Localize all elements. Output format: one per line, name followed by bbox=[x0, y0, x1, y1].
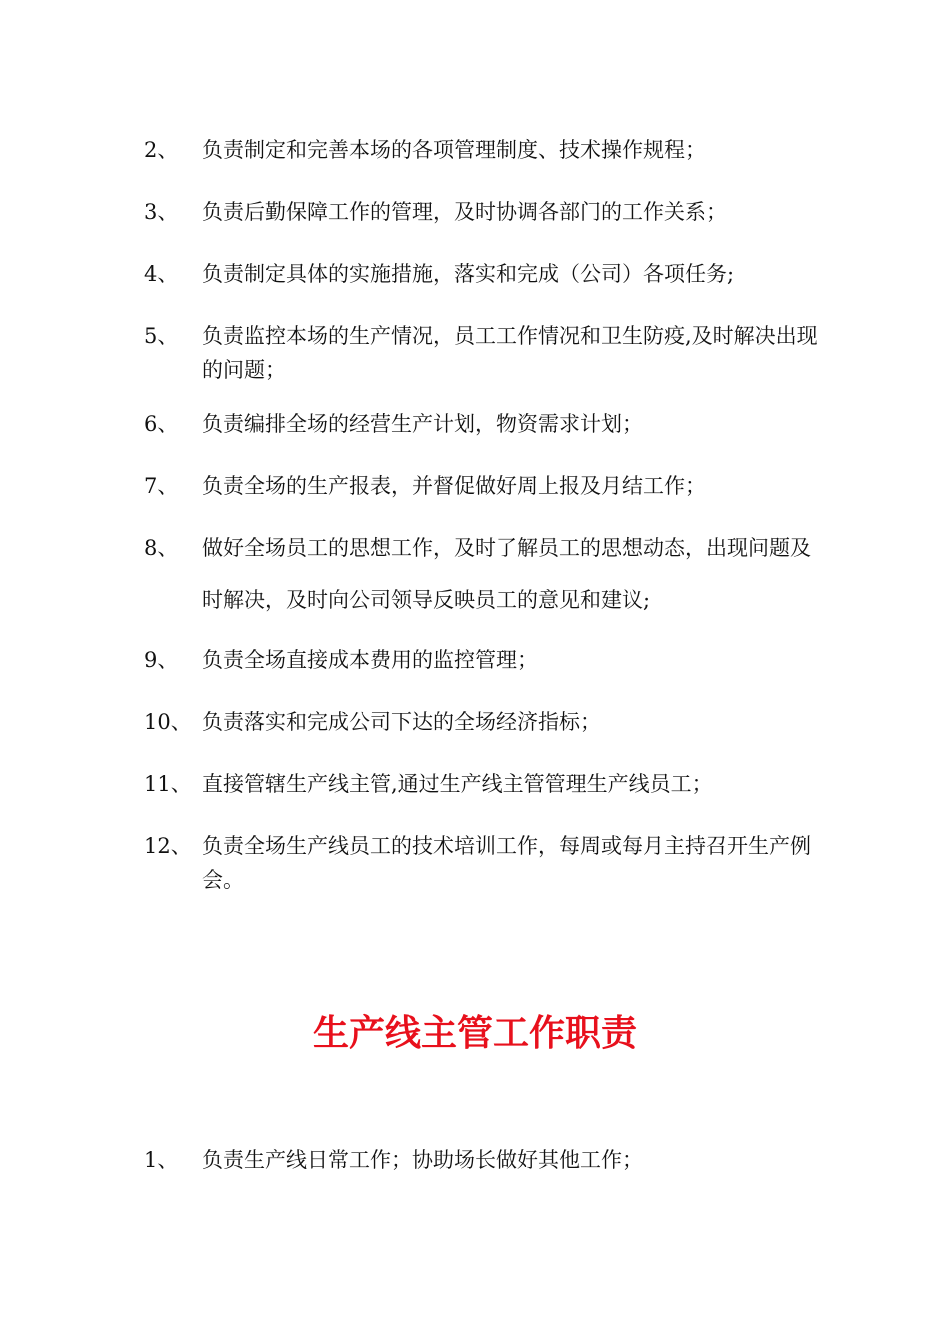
item-text: 负责制定和完善本场的各项管理制度、技术操作规程； bbox=[202, 138, 706, 162]
item-number: 7、 bbox=[144, 474, 179, 498]
list-item bbox=[144, 829, 824, 897]
item-number: 8、 bbox=[144, 536, 179, 560]
item-text: 负责生产线日常工作；协助场长做好其他工作； bbox=[202, 1148, 643, 1172]
item-text: 负责制定具体的实施措施，落实和完成（公司）各项任务; bbox=[202, 262, 735, 286]
item-text: 直接管辖生产线主管,通过生产线主管管理生产线员工； bbox=[202, 772, 713, 796]
item-text: 负责全场直接成本费用的监控管理； bbox=[202, 648, 538, 672]
item-text: 负责落实和完成公司下达的全场经济指标； bbox=[202, 710, 601, 734]
list-item bbox=[144, 195, 824, 229]
item-number: 10、 bbox=[144, 710, 192, 734]
list-item bbox=[144, 469, 824, 503]
list-item bbox=[144, 319, 824, 387]
item-text: 负责全场生产线员工的技术培训工作，每周或每月主持召开生产例会。 bbox=[202, 834, 811, 892]
list-item bbox=[144, 407, 824, 441]
item-number: 6、 bbox=[144, 412, 179, 436]
item-number: 11、 bbox=[144, 772, 192, 796]
item-number: 3、 bbox=[144, 200, 179, 224]
item-number: 4、 bbox=[144, 262, 179, 286]
list-item bbox=[144, 133, 824, 167]
item-number: 5、 bbox=[144, 324, 179, 348]
item-number: 2、 bbox=[144, 138, 179, 162]
item-text: 负责监控本场的生产情况，员工工作情况和卫生防疫,及时解决出现的问题； bbox=[202, 324, 818, 382]
item-number: 9、 bbox=[144, 648, 179, 672]
list-item bbox=[144, 531, 824, 626]
item-number: 12、 bbox=[144, 834, 192, 858]
item-text: 做好全场员工的思想工作，及时了解员工的思想动态，出现问题及时解决，及时向公司领导反映员工的意见和建议; bbox=[202, 536, 811, 612]
item-text: 负责编排全场的经营生产计划，物资需求计划； bbox=[202, 412, 643, 436]
item-text: 负责全场的生产报表，并督促做好周上报及月结工作； bbox=[202, 474, 706, 498]
section-title: 生产线主管工作职责 bbox=[312, 1012, 637, 1054]
list-item bbox=[144, 767, 824, 801]
list-item bbox=[144, 705, 824, 739]
list-item bbox=[144, 1143, 824, 1177]
list-item bbox=[144, 257, 824, 291]
list-item bbox=[144, 643, 824, 677]
item-text: 负责后勤保障工作的管理，及时协调各部门的工作关系； bbox=[202, 200, 727, 224]
item-number: 1、 bbox=[144, 1148, 179, 1172]
